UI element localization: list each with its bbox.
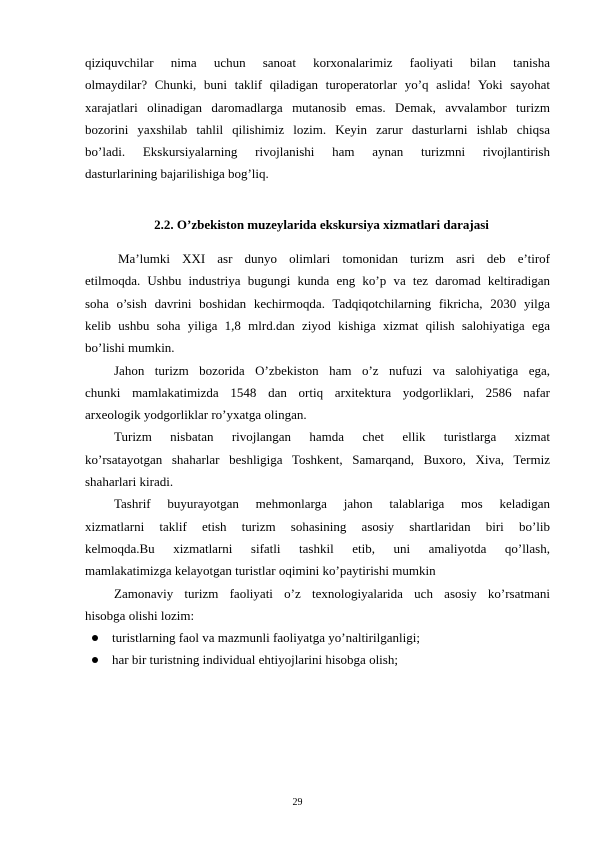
text-line: ko’rsatayotgan shaharlar beshligiga Toshkent, Samarqand, Buxoro, Xiva, Termiz	[85, 451, 550, 467]
section-heading: 2.2. O’zbekiston muzeylarida ekskursiya xizmatlari darajasi	[154, 216, 489, 232]
page-number: 29	[292, 797, 303, 808]
text-line: mamlakatimizga kelayotgan turistlar oqimini ko’paytirishi mumkin	[85, 563, 436, 579]
text-line: qiziquvchilar nima uchun sanoat korxonalarimiz faoliyati bilan tanisha	[85, 55, 550, 70]
text-line: hisobga olishi lozim:	[85, 607, 195, 623]
paragraph-4	[85, 493, 550, 582]
paragraph-3	[85, 426, 550, 493]
text-line: kelib ushbu soha yiliga 1,8 mlrd.dan ziyod kishiga xizmat qilish salohiyatiga ega	[85, 317, 550, 333]
text-line: Tashrif buyurayotgan mehmonlarga jahon talablariga mos keladigan	[114, 496, 550, 512]
list-item-text: har bir turistning individual ehtiyojlarini hisobga olish;	[112, 652, 398, 668]
text-line: kelmoqda.Bu xizmatlarni sifatli tashkil etib, uni amaliyotda qo’llash,	[85, 540, 550, 556]
paragraph-5	[85, 583, 550, 628]
list-item-text: turistlarning faol va mazmunli faoliyatga yo’naltirilganligi;	[112, 630, 420, 646]
list-item	[85, 649, 550, 671]
text-line: etilmoqda. Ushbu industriya bugungi kunda eng ko’p va tez daromad keltiradigan	[85, 273, 550, 289]
text-line: shaharlari kiradi.	[85, 474, 174, 490]
text-line: Turizm nisbatan rivojlangan hamda chet ellik turistlarga xizmat	[114, 429, 550, 445]
list-item	[85, 627, 550, 649]
text-line: Ma’lumki XXI asr dunyo olimlari tomonidan turizm asri deb e’tirof	[118, 251, 550, 267]
text-line: bozorini yaxshilab tahlil qilishimiz lozim. Keyin zarur dasturlarni ishlab chiqsa	[85, 121, 550, 137]
bullet-icon	[92, 657, 98, 663]
text-line: bo’ladi. Ekskursiyalarning rivojlanishi ham aynan turizmni rivojlantirish	[85, 144, 550, 160]
paragraph-2	[85, 360, 550, 427]
bullet-icon	[92, 635, 98, 641]
text-line: dasturlarining bajarilishiga bog’liq.	[85, 166, 269, 182]
text-line: chunki mamlakatimizda 1548 dan ortiq arxitektura yodgorliklari, 2586 nafar	[85, 384, 550, 400]
text-line: olmaydilar? Chunki, buni taklif qiladigan turoperatorlar yo’q aslida! Yoki sayohat	[85, 77, 550, 93]
continuation-paragraph	[85, 52, 550, 186]
text-line: arxeologik yodgorliklar ro’yxatga olingan.	[85, 407, 307, 423]
text-line: soha o’sish davrini boshidan kechirmoqda. Tadqiqotchilarning fikricha, 2030 yilga	[85, 295, 550, 311]
text-line: xizmatlarni taklif etish turizm sohasining asosiy shartlaridan biri bo’lib	[85, 518, 550, 534]
paragraph-1	[85, 248, 550, 359]
text-line: Zamonaviy turizm faoliyati o’z texnologiyalarida uch asosiy ko’rsatmani	[114, 585, 550, 601]
document-page	[85, 52, 550, 672]
bullet-list	[85, 627, 550, 672]
text-line: Jahon turizm bozorida O’zbekiston ham o’z nufuzi va salohiyatiga ega,	[114, 362, 550, 378]
text-line: xarajatlari olinadigan daromadlarga mutanosib emas. Demak, avvalambor turizm	[85, 99, 550, 115]
text-line: bo’lishi mumkin.	[85, 340, 175, 356]
